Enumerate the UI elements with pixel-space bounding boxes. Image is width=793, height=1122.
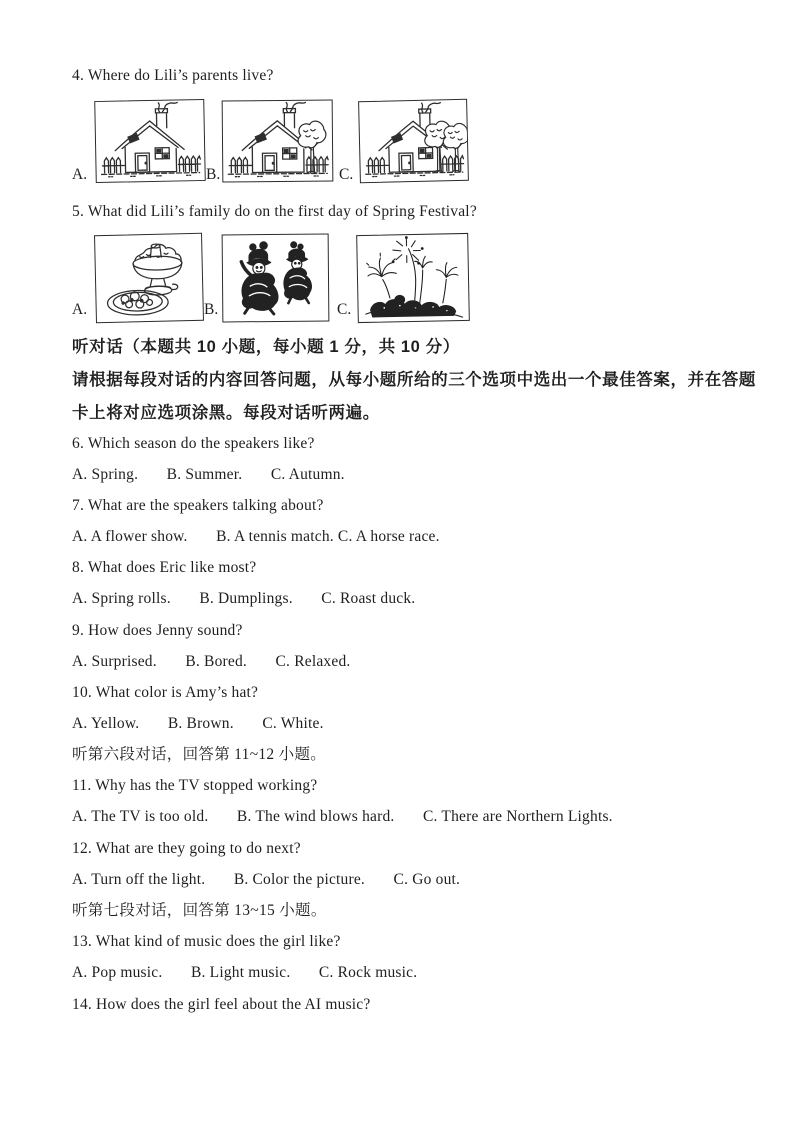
fireworks-image: [357, 234, 469, 322]
house-image: [95, 100, 205, 182]
question-13-options: A. Pop music. B. Light music. C. Rock music.: [72, 964, 418, 981]
option-label-q4-c: C.: [339, 166, 354, 183]
section-instruction-line2: 卡上将对应选项涂黑。每段对话听两遍。: [72, 404, 380, 422]
question-9-text: 9. How does Jenny sound?: [72, 622, 243, 639]
picture-q4-b: [222, 100, 334, 183]
question-8-text: 8. What does Eric like most?: [72, 559, 257, 576]
question-9-options: A. Surprised. B. Bored. C. Relaxed.: [72, 653, 351, 670]
question-13-text: 13. What kind of music does the girl like?: [72, 933, 341, 950]
note-dialogue-6: 听第六段对话，回答第 11~12 小题。: [72, 746, 327, 763]
option-label-q5-a: A.: [72, 301, 88, 318]
section-heading-listen-dialogues: 听对话（本题共 10 小题，每小题 1 分，共 10 分）: [72, 338, 460, 356]
question-14-text: 14. How does the girl feel about the AI music?: [72, 996, 371, 1013]
question-11-text: 11. Why has the TV stopped working?: [72, 777, 318, 794]
house-two-trees-image: [359, 100, 468, 182]
option-label-q5-b: B.: [204, 301, 219, 318]
option-label-q5-c: C.: [337, 301, 352, 318]
picture-q5-a: [94, 233, 204, 323]
question-12-options: A. Turn off the light. B. Color the picture. C. Go out.: [72, 871, 461, 888]
note-dialogue-7: 听第七段对话，回答第 13~15 小题。: [72, 902, 327, 919]
picture-q4-a: [94, 99, 206, 183]
section-instruction-line1: 请根据每段对话的内容回答问题，从每小题所给的三个选项中选出一个最佳答案，并在答题: [72, 371, 756, 389]
question-6-options: A. Spring. B. Summer. C. Autumn.: [72, 466, 345, 483]
question-8-options: A. Spring rolls. B. Dumplings. C. Roast duck.: [72, 590, 416, 607]
question-4-text: 4. Where do Lili’s parents live?: [72, 67, 274, 84]
question-6-text: 6. Which season do the speakers like?: [72, 435, 315, 452]
option-label-q4-a: A.: [72, 166, 88, 183]
question-12-text: 12. What are they going to do next?: [72, 840, 301, 857]
picture-q4-c: [358, 99, 469, 183]
festival-dancers-image: [223, 235, 329, 322]
question-7-text: 7. What are the speakers talking about?: [72, 497, 324, 514]
house-one-tree-image: [223, 101, 333, 182]
picture-q5-c: [356, 233, 470, 323]
option-label-q4-b: B.: [206, 166, 221, 183]
question-10-options: A. Yellow. B. Brown. C. White.: [72, 715, 324, 732]
question-7-options: A. A flower show. B. A tennis match. C. A horse race.: [72, 528, 440, 545]
picture-q5-b: [222, 234, 330, 323]
question-5-text: 5. What did Lili’s family do on the first day of Spring Festival?: [72, 203, 477, 220]
hotpot-food-image: [95, 234, 203, 322]
question-11-options: A. The TV is too old. B. The wind blows hard. C. There are Northern Lights.: [72, 808, 613, 825]
question-10-text: 10. What color is Amy’s hat?: [72, 684, 259, 701]
